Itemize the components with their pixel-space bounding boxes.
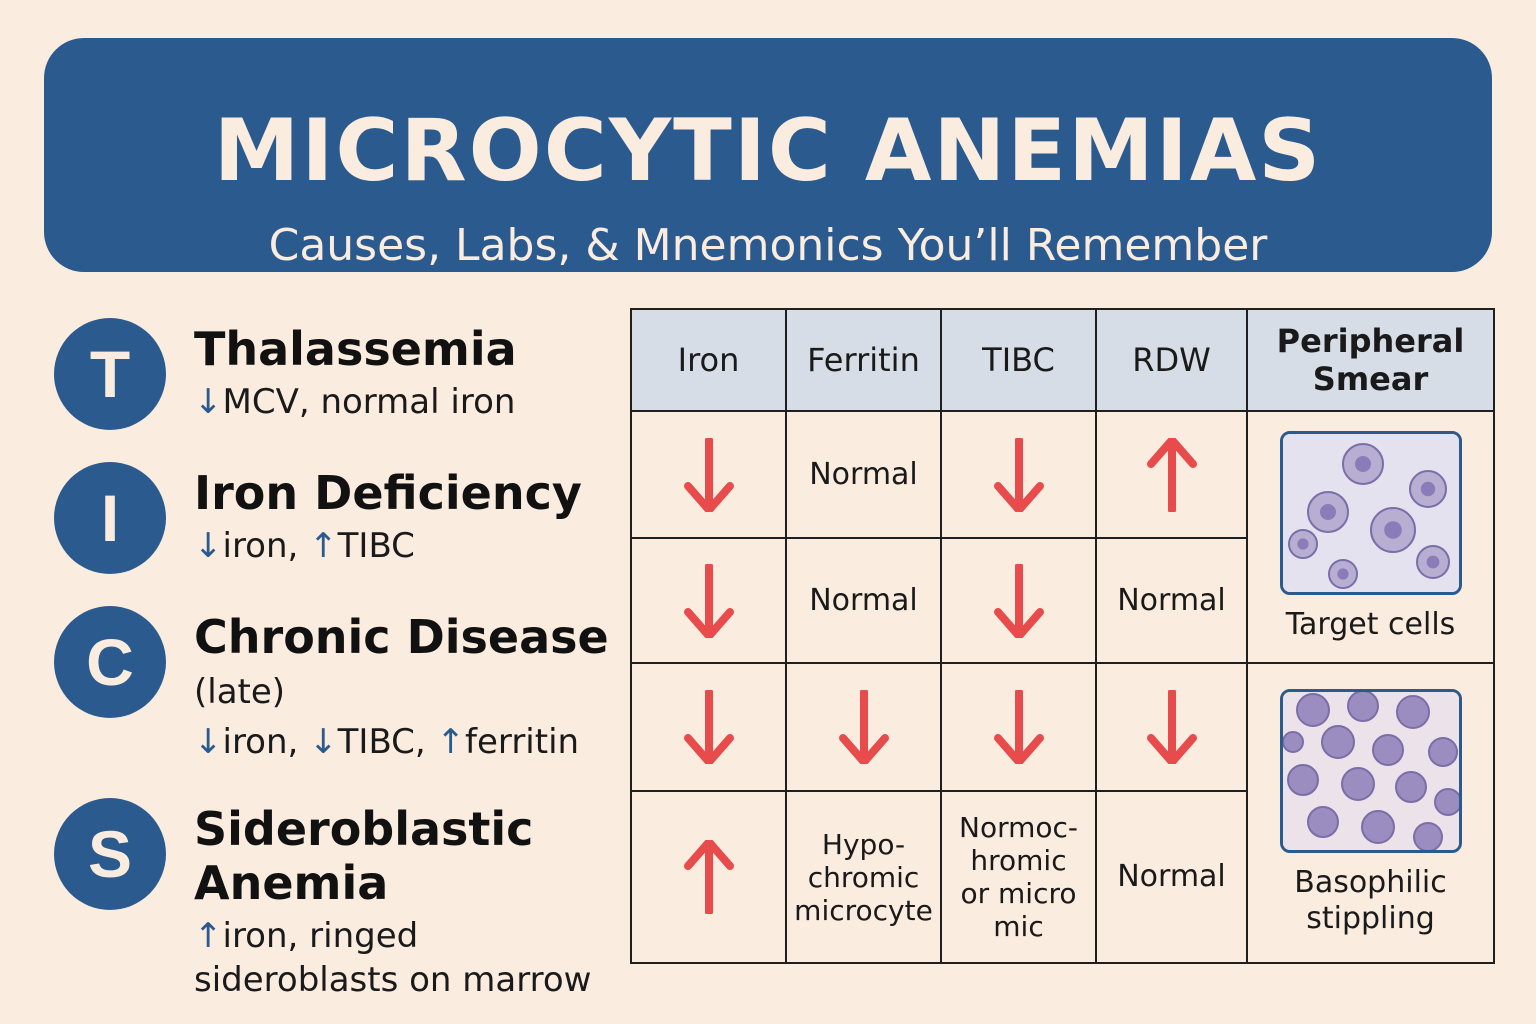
- title-banner: [44, 38, 1492, 272]
- cell-r4-rdw: [1095, 790, 1248, 964]
- cell-text: Normal: [809, 582, 918, 618]
- letter-c-badge: C: [54, 606, 166, 718]
- cell-text: Normoc- hromic or micro mic: [959, 811, 1078, 943]
- arrow-up-icon: [1147, 438, 1197, 512]
- mnemonic-title-chronic-disease: Chronic Disease: [194, 610, 609, 664]
- cell-r3-ferritin: [785, 662, 942, 792]
- mnemonic-title-anemia: Anemia: [194, 856, 389, 910]
- header-label: Ferritin: [807, 341, 920, 379]
- smear-image-frame: [1280, 689, 1462, 853]
- smear-label: Basophilic stippling: [1294, 865, 1447, 936]
- mnemonic-title-iron-deficiency: Iron Deficiency: [194, 466, 582, 520]
- mnemonic-desc-thalassemia: ↓MCV, normal iron: [194, 382, 516, 422]
- mnemonic-title-sideroblastic: Sideroblastic: [194, 802, 534, 856]
- letter-t-badge: T: [54, 318, 166, 430]
- page-title: MICROCYTIC ANEMIAS: [213, 101, 1323, 201]
- header-label: TIBC: [982, 341, 1055, 379]
- header-label: Iron: [677, 341, 740, 379]
- arrow-down-icon: [994, 438, 1044, 512]
- page-subtitle: Causes, Labs, & Mnemonics You’ll Remember: [268, 220, 1268, 271]
- cell-text: Normal: [1117, 582, 1226, 618]
- cell-r1-rdw: [1095, 410, 1248, 539]
- mnemonic-desc-sideroblastic-2: sideroblasts on marrow: [194, 960, 592, 1000]
- smear-basophilic-stippling: [1246, 662, 1495, 964]
- cell-r2-tibc: [940, 537, 1097, 664]
- cell-r3-iron: [630, 662, 787, 792]
- mnemonic-desc-chronic-late: (late): [194, 672, 286, 712]
- letter-s-badge: S: [54, 798, 166, 910]
- header-tibc: [940, 308, 1097, 412]
- header-ferritin: [785, 308, 942, 412]
- header-peripheral-smear: [1246, 308, 1495, 412]
- arrow-down-icon: [994, 690, 1044, 764]
- basophilic-stippling-image: [1283, 692, 1459, 850]
- cell-r2-ferritin: [785, 537, 942, 664]
- cell-r4-tibc: [940, 790, 1097, 964]
- arrow-down-icon: [684, 690, 734, 764]
- header-label: Peripheral Smear: [1276, 322, 1465, 398]
- cell-r2-iron: [630, 537, 787, 664]
- smear-target-cells: [1246, 410, 1495, 664]
- arrow-down-icon: [684, 564, 734, 638]
- smear-image-frame: [1280, 431, 1462, 595]
- letter-i-badge: I: [54, 462, 166, 574]
- cell-r2-rdw: [1095, 537, 1248, 664]
- mnemonic-desc-sideroblastic-1: ↑iron, ringed: [194, 916, 419, 956]
- cell-r1-ferritin: [785, 410, 942, 539]
- header-iron: [630, 308, 787, 412]
- mnemonic-desc-chronic-disease: ↓iron, ↓TIBC, ↑ferritin: [194, 722, 580, 762]
- cell-r1-iron: [630, 410, 787, 539]
- header-rdw: [1095, 308, 1248, 412]
- target-cells-image: [1283, 434, 1459, 592]
- cell-r4-ferritin: [785, 790, 942, 964]
- header-label: RDW: [1132, 341, 1211, 379]
- arrow-down-icon: [684, 438, 734, 512]
- arrow-down-icon: [839, 690, 889, 764]
- arrow-down-icon: [994, 564, 1044, 638]
- mnemonic-title-thalassemia: Thalassemia: [194, 322, 517, 376]
- arrow-up-icon: [684, 840, 734, 914]
- cell-text: Hypo- chromic microcyte: [794, 827, 933, 927]
- smear-label: Target cells: [1285, 607, 1456, 642]
- cell-text: Normal: [809, 456, 918, 492]
- arrow-down-icon: [1147, 690, 1197, 764]
- cell-r3-tibc: [940, 662, 1097, 792]
- lab-table: [630, 308, 1493, 962]
- cell-r1-tibc: [940, 410, 1097, 539]
- mnemonic-desc-iron-deficiency: ↓iron, ↑TIBC: [194, 526, 415, 566]
- cell-text: Normal: [1117, 859, 1226, 894]
- cell-r4-iron: [630, 790, 787, 964]
- cell-r3-rdw: [1095, 662, 1248, 792]
